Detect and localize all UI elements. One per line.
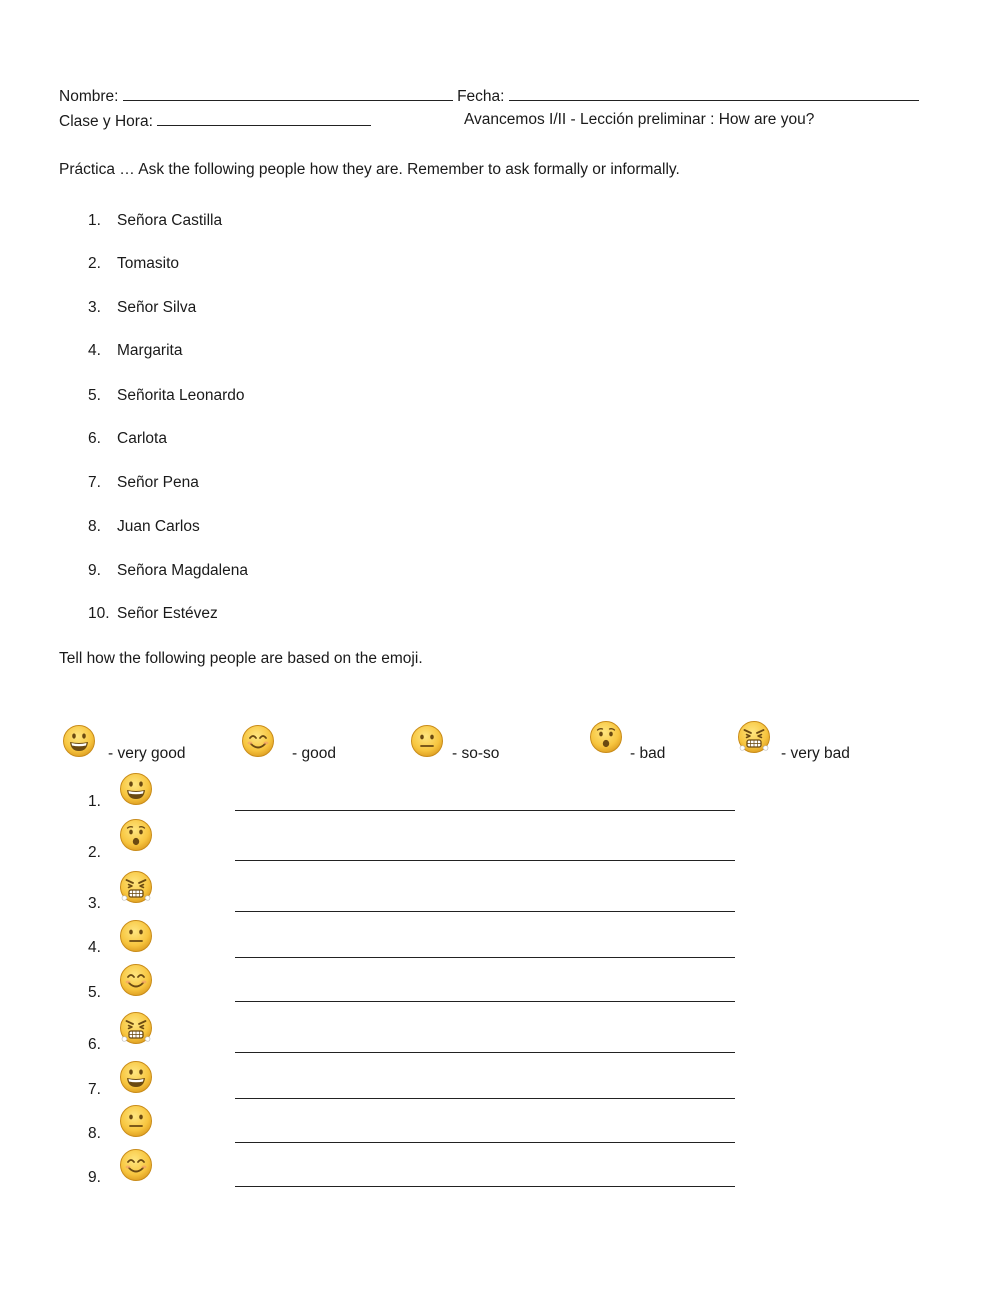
list-item	[88, 518, 200, 536]
neutral-face-icon	[410, 724, 444, 758]
item-number: 1.	[88, 212, 101, 229]
legend-label: - bad	[630, 745, 666, 762]
grinning-face-icon	[119, 1060, 153, 1094]
row-number: 7.	[88, 1081, 101, 1098]
answer-row	[88, 963, 748, 1013]
person-name: Señorita Leonardo	[117, 387, 245, 404]
list-item	[88, 299, 196, 317]
row-number: 4.	[88, 939, 101, 956]
answer-row	[88, 1148, 748, 1198]
answer-line[interactable]	[235, 985, 735, 1002]
person-name: Juan Carlos	[117, 518, 200, 535]
row-number: 6.	[88, 1036, 101, 1053]
fecha-blank[interactable]	[509, 86, 919, 101]
person-name: Señor Silva	[117, 299, 197, 316]
answer-row	[88, 818, 748, 868]
grinning-face-icon	[119, 772, 153, 806]
header-line-1	[59, 86, 919, 106]
answer-line[interactable]	[235, 1082, 735, 1099]
nombre-label: Nombre:	[59, 88, 119, 105]
row-number: 9.	[88, 1169, 101, 1186]
answer-row	[88, 1011, 748, 1061]
emoji-instructions: Tell how the following people are based on the emoji.	[59, 650, 423, 667]
smiling-face-icon	[119, 1148, 153, 1182]
course-title: Avancemos I/II - Lección preliminar : How are you?	[464, 111, 815, 128]
list-item	[88, 342, 182, 360]
row-number: 1.	[88, 793, 101, 810]
answer-row	[88, 1104, 748, 1154]
list-item	[88, 605, 218, 623]
answer-line[interactable]	[235, 895, 735, 912]
answer-row	[88, 772, 748, 822]
item-number: 4.	[88, 342, 101, 359]
row-number: 5.	[88, 984, 101, 1001]
frowning-face-icon	[589, 720, 623, 754]
item-number: 10.	[88, 605, 110, 622]
item-number: 9.	[88, 562, 101, 579]
row-number: 2.	[88, 844, 101, 861]
answer-line[interactable]	[235, 1170, 735, 1187]
answer-line[interactable]	[235, 1126, 735, 1143]
person-name: Señora Magdalena	[117, 562, 248, 579]
row-number: 3.	[88, 895, 101, 912]
clase-blank[interactable]	[157, 111, 371, 126]
answer-row	[88, 870, 748, 920]
item-number: 7.	[88, 474, 101, 491]
practice-instructions: Práctica … Ask the following people how they are. Remember to ask formally or informally.	[59, 161, 680, 178]
item-number: 2.	[88, 255, 101, 272]
item-number: 5.	[88, 387, 101, 404]
grinning-face-icon	[62, 724, 96, 758]
smiling-face-icon	[119, 963, 153, 997]
angry-face-icon	[119, 870, 153, 904]
row-number: 8.	[88, 1125, 101, 1142]
legend-label: - very bad	[781, 745, 850, 762]
legend-label: - so-so	[452, 745, 500, 762]
clase-label: Clase y Hora:	[59, 113, 153, 130]
answer-row	[88, 1060, 748, 1110]
list-item	[88, 212, 222, 230]
list-item	[88, 474, 199, 492]
list-item	[88, 562, 248, 580]
answer-row	[88, 919, 748, 969]
item-number: 6.	[88, 430, 101, 447]
neutral-face-icon	[119, 1104, 153, 1138]
person-name: Señor Pena	[117, 474, 199, 491]
person-name: Tomasito	[117, 255, 180, 272]
person-name: Margarita	[117, 342, 183, 359]
clase-line	[59, 111, 371, 131]
list-item	[88, 387, 245, 405]
person-name: Señora Castilla	[117, 212, 223, 229]
answer-line[interactable]	[235, 844, 735, 861]
list-item	[88, 255, 179, 273]
angry-face-icon	[737, 720, 771, 754]
answer-line[interactable]	[235, 1036, 735, 1053]
fecha-label: Fecha:	[457, 88, 505, 105]
answer-line[interactable]	[235, 794, 735, 811]
answer-line[interactable]	[235, 941, 735, 958]
legend-label: - good	[292, 745, 336, 762]
frowning-face-icon	[119, 818, 153, 852]
person-name: Señor Estévez	[117, 605, 218, 622]
list-item	[88, 430, 167, 448]
person-name: Carlota	[117, 430, 167, 447]
neutral-face-icon	[119, 919, 153, 953]
item-number: 8.	[88, 518, 101, 535]
legend-label: - very good	[108, 745, 186, 762]
nombre-blank[interactable]	[123, 86, 453, 101]
angry-face-icon	[119, 1011, 153, 1045]
smiling-face-icon	[241, 724, 275, 758]
item-number: 3.	[88, 299, 101, 316]
